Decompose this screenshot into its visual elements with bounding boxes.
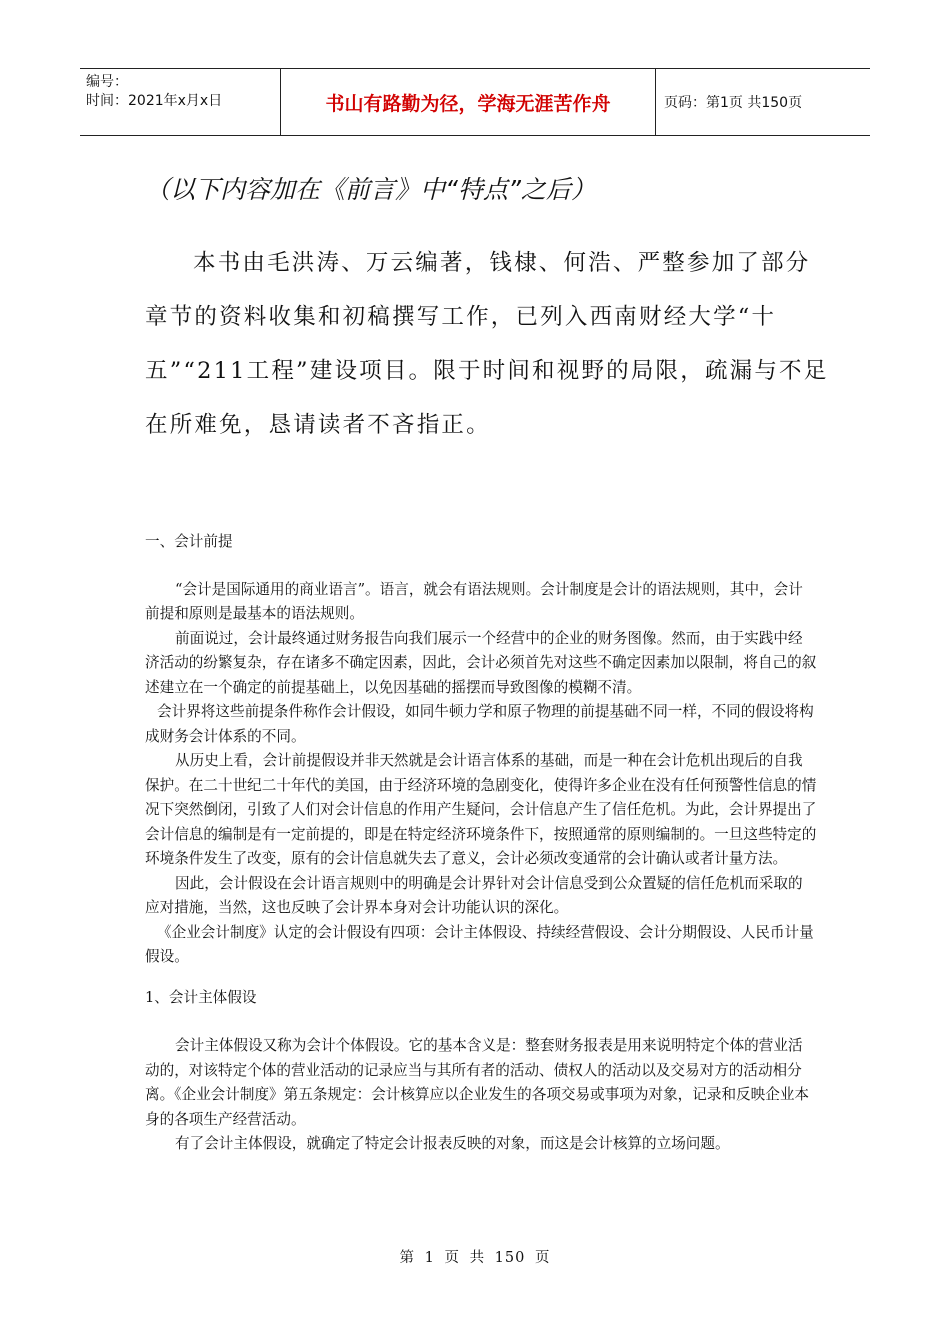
paragraph: 会计界将这些前提条件称作会计假设，如同牛顿力学和原子物理的前提基础不同一样，不同的假设将构成财务会计体系的不同。 (145, 703, 814, 745)
section-heading-accounting-premise: 一、会计前提 (145, 533, 233, 550)
document-date: 时间：2021年x月x日 (86, 93, 223, 109)
paragraph: 因此，会计假设在会计语言规则中的明确是会计界针对会计信息受到公众置疑的信任危机而采取的应对措施，当然，这也反映了会计界本身对会计功能认识的深化。 (145, 874, 803, 916)
header-page-info: 页码：第1页 共150页 (664, 95, 803, 111)
document-body (145, 530, 817, 1157)
paragraph: “会计是国际通用的商业语言”。语言，就会有语法规则。会计制度是会计的语法规则，其中，会计前提和原则是最基本的语法规则。 (145, 580, 803, 622)
paragraph: 会计主体假设又称为会计个体假设。它的基本含义是：整套财务报表是用来说明特定个体的营业活动的，对该特定个体的营业活动的记录应当与其所有者的活动、债权人的活动以及交易对方的活动相分离。《企业会计制度》第五条规定：会计核算应以企业发生的各项交易或事项为对象，记录和反映企业本身的各项生产经营活动。 (145, 1037, 810, 1128)
header-table (80, 68, 870, 136)
intro-paragraph: 本书由毛洪涛、万云编著，钱棣、何浩、严整参加了部分章节的资料收集和初稿撰写工作，已列入西南财经大学“十五”“211工程”建设项目。限于时间和视野的局限，疏漏与不足在所难免，恳请读者不吝指正。 (145, 250, 829, 438)
subsection-heading-entity-assumption: 1、会计主体假设 (145, 988, 257, 1006)
header-motto: 书山有路勤为径，学海无涯苦作舟 (281, 69, 656, 135)
paragraph: 从历史上看，会计前提假设并非天然就是会计语言体系的基础，而是一种在会计危机出现后的自我保护。在二十世纪二十年代的美国，由于经济环境的急剧变化，使得许多企业在没有任何预警性信息的情况下突然倒闭，引致了人们对会计信息的作用产生疑问，会计信息产生了信任危机。为此，会计界提出了会计信息的编制是有一定前提的，即是在特定经济环境条件下，按照通常的原则编制的。一旦这些特定的环境条件发生了改变，原有的会计信息就失去了意义，会计必须改变通常的会计确认或者计量方法。 (145, 752, 817, 867)
paragraph: 有了会计主体假设，就确定了特定会计报表反映的对象，而这是会计核算的立场问题。 (175, 1135, 730, 1152)
document-number-label: 编号： (86, 74, 128, 90)
paragraph: 前面说过，会计最终通过财务报告向我们展示一个经营中的企业的财务图像。然而，由于实践中经济活动的纷繁复杂，存在诸多不确定因素，因此，会计必须首先对这些不确定因素加以限制，将自己的叙述建立在一个确定的前提基础上，以免因基础的摇摆而导致图像的模糊不清。 (145, 629, 817, 696)
paragraph: 《企业会计制度》认定的会计假设有四项：会计主体假设、持续经营假设、会计分期假设、人民币计量假设。 (145, 923, 814, 965)
insertion-note: （以下内容加在《前言》中“特点”之后） (145, 175, 596, 204)
header-meta (80, 69, 281, 135)
page-footer: 第 1 页 共 150 页 (399, 1250, 551, 1266)
